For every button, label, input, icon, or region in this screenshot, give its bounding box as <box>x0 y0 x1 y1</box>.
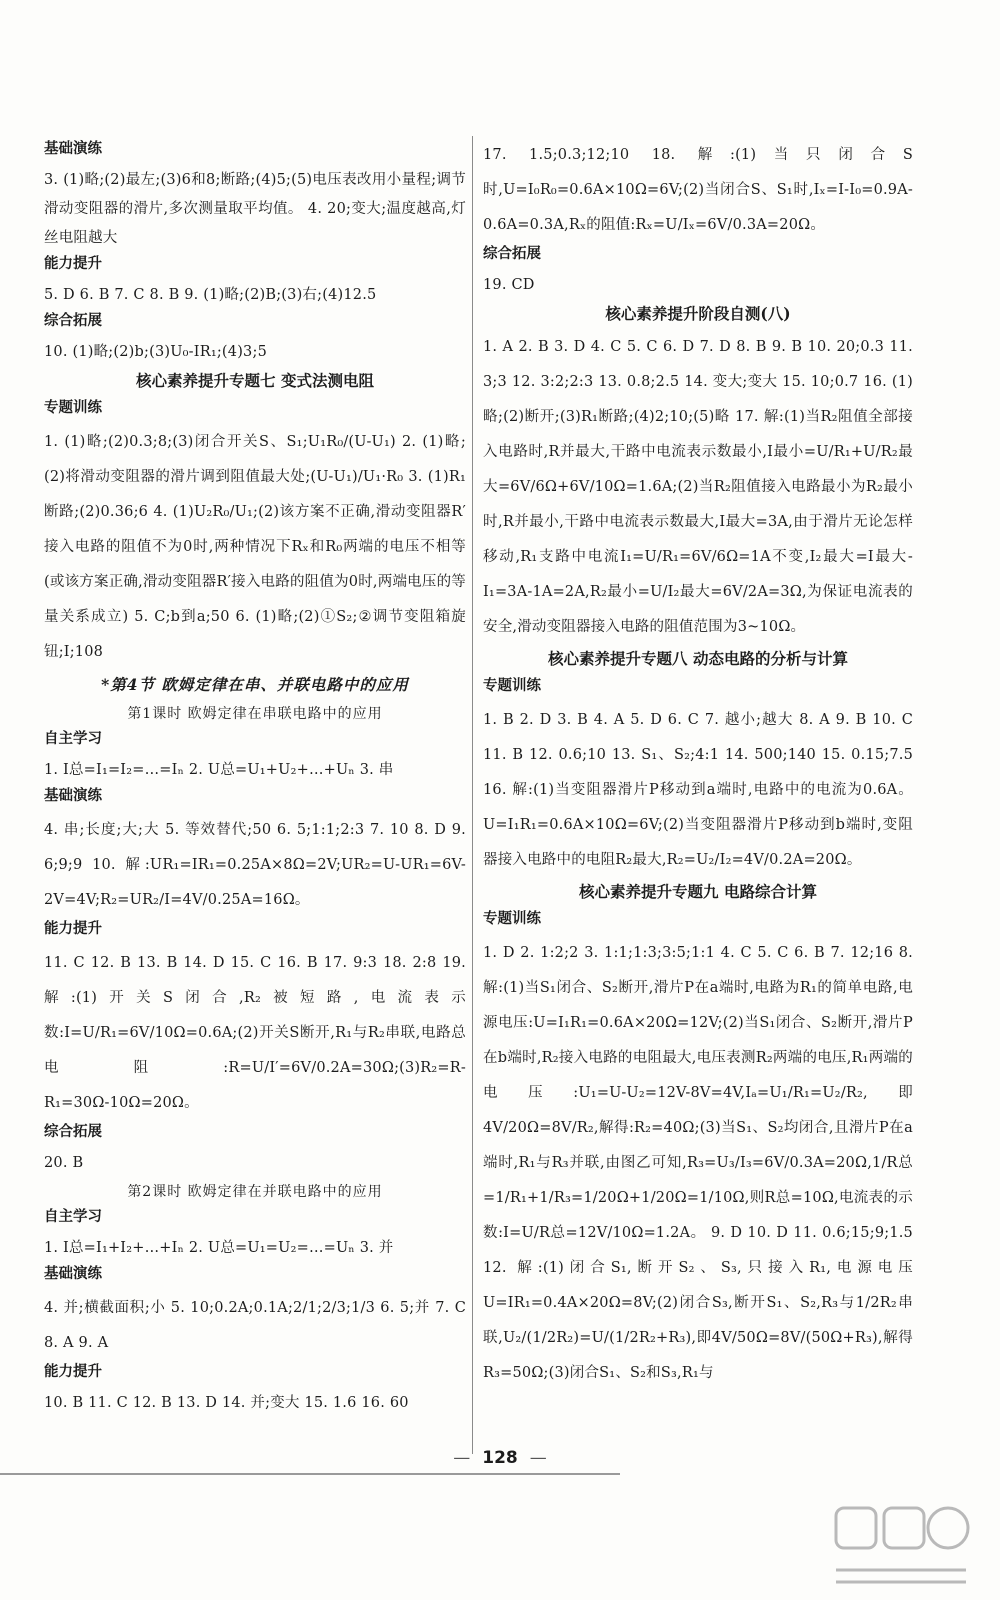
section-heading: 自主学习 <box>44 1209 102 1225</box>
answer-text: 1. I总=I₁=I₂=…=Iₙ 2. U总=U₁+U₂+…+Uₙ 3. 串 <box>44 762 394 778</box>
page-number-dash-right: — <box>529 1448 547 1468</box>
page-number-value: 128 <box>482 1448 518 1468</box>
section-heading: 综合拓展 <box>44 1124 102 1140</box>
topic-title: 核心素养提升专题七 变式法测电阻 <box>136 371 374 390</box>
answer-text: 1. A 2. B 3. D 4. C 5. C 6. D 7. D 8. B 9. B 10. 20;0.3 11. 3;3 12. 3:2;2:3 13. 0.8;2.5 14. 变大;变大 15. 10;0.7 16. (1)略;(2)断开;(3)R₁断路;(4)2;10;(5)略 17. 解:(1)当R₂阻值全部接入电路时,R并最大,干路中电流表示数最小,I最小=U/R₁+U/R₂最大=6V/6Ω+6V/10Ω=1.6A;(2)当R₂阻值接入电路最小为R₂最小时,R并最小,干路中电流表示数最大,I最大=3A,由于滑片无论怎样移动,R₁支路中电流I₁=U/R₁=6V/6Ω=1A不变,I₂最大=I最大-I₁=3A-1A=2A,R₂最小=U/I₂最大=6V/2A=3Ω,为保证电流表的安全,滑动变阻器接入电路的阻值范围为3~10Ω。 <box>483 339 913 635</box>
answer-text: 4. 并;横截面积;小 5. 10;0.2A;0.1A;2/1;2/3;1/3 6. 5;并 7. C 8. A 9. A <box>44 1300 466 1351</box>
answer-text: 17. 1.5;0.3;12;10 18. 解:(1)当只闭合S时,U=I₀R₀=0.6A×10Ω=6V;(2)当闭合S、S₁时,Iₓ=I-I₀=0.9A-0.6A=0.3A,Rₓ的阻值:Rₓ=U/Iₓ=6V/0.3A=20Ω。 <box>483 147 913 233</box>
section-heading: 综合拓展 <box>483 246 541 262</box>
topic-title: 核心素养提升阶段自测(八) <box>605 304 791 323</box>
answer-text: 19. CD <box>483 277 535 293</box>
section-heading: 基础演练 <box>44 1266 102 1282</box>
page-number <box>0 1448 1000 1468</box>
section-heading: 专题训练 <box>44 400 102 416</box>
column-divider <box>472 136 473 1454</box>
answer-text: 1. (1)略;(2)0.3;8;(3)闭合开关S、S₁;U₁R₀/(U-U₁) 2. (1)略;(2)将滑动变阻器的滑片调到阻值最大处;(U-U₁)/U₁·R₀ 3. (1)R₁断路;(2)0.36;6 4. (1)U₂R₀/U₁;(2)该方案不正确,滑动变阻器R′接入电路的阻值不为0时,两种情况下Rₓ和R₀两端的电压不相等(或该方案正确,滑动变阻器R′接入电路的阻值为0时,两端电压的等量关系成立) 5. C;b到a;50 6. (1)略;(2)①S₂;②调节变阻箱旋钮;I;108 <box>44 434 466 660</box>
left-column <box>44 138 466 1418</box>
answer-text: 4. 串;长度;大;大 5. 等效替代;50 6. 5;1:1;2:3 7. 10 8. D 9. 6;9;9 10. 解:UR₁=IR₁=0.25A×8Ω=2V;UR₂=U-UR₁=6V-2V=4V;R₂=UR₂/I=4V/0.25A=16Ω。 <box>44 822 466 908</box>
lesson-title: 第2课时 欧姆定律在并联电路中的应用 <box>127 1184 383 1200</box>
topic-title: 核心素养提升专题九 电路综合计算 <box>579 882 817 901</box>
section-heading: 专题训练 <box>483 911 541 927</box>
section-heading: 能力提升 <box>44 256 102 272</box>
section-heading: 基础演练 <box>44 788 102 804</box>
section-heading: 综合拓展 <box>44 313 102 329</box>
answer-text: 10. (1)略;(2)b;(3)U₀-IR₁;(4)3;5 <box>44 344 267 360</box>
answer-text: 20. B <box>44 1155 84 1171</box>
answer-text: 10. B 11. C 12. B 13. D 14. 并;变大 15. 1.6 16. 60 <box>44 1395 409 1411</box>
right-column <box>483 138 913 1391</box>
answer-text: 5. D 6. B 7. C 8. B 9. (1)略;(2)B;(3)右;(4)12.5 <box>44 287 377 303</box>
footer-rule <box>0 1473 620 1475</box>
section-heading: 能力提升 <box>44 1364 102 1380</box>
answer-text: 3. (1)略;(2)最左;(3)6和8;断路;(4)5;(5)电压表改用小量程;调节滑动变阻器的滑片,多次测量取平均值。 4. 20;变大;温度越高,灯丝电阻越大 <box>44 172 466 246</box>
answer-text: 1. D 2. 1:2;2 3. 1:1;1:3;3:5;1:1 4. C 5. C 6. B 7. 12;16 8. 解:(1)当S₁闭合、S₂断开,滑片P在a端时,电路为R₁的简单电路,电源电压:U=I₁R₁=0.6A×20Ω=12V;(2)当S₁闭合、S₂断开,滑片P在b端时,R₂接入电路的电阻最大,电压表测R₂两端的电压,R₁两端的电压:U₁=U-U₂=12V-8V=4V,Iₐ=U₁/R₁=U₂/R₂,即4V/20Ω=8V/R₂,解得:R₂=40Ω;(3)当S₁、S₂均闭合,且滑片P在a端时,R₁与R₃并联,由图乙可知,R₃=U₃/I₃=6V/0.3A=20Ω,1/R总=1/R₁+1/R₃=1/20Ω+1/20Ω=1/10Ω,则R总=10Ω,电流表的示数:I=U/R总=12V/10Ω=1.2A。 9. D 10. D 11. 0.6;15;9;1.5 12. 解:(1)闭合S₁,断开S₂、S₃,只接入R₁,电源电压U=IR₁=0.4A×20Ω=8V;(2)闭合S₃,断开S₁、S₂,R₃与1/2R₂串联,U₂/(1/2R₂)=U/(1/2R₂+R₃),即4V/50Ω=8V/(50Ω+R₃),解得R₃=50Ω;(3)闭合S₁、S₂和S₃,R₁与 <box>483 945 913 1381</box>
watermark-logo <box>826 1500 976 1590</box>
section-heading: 能力提升 <box>44 921 102 937</box>
answer-text: 1. I总=I₁+I₂+…+Iₙ 2. U总=U₁=U₂=…=Uₙ 3. 并 <box>44 1240 394 1256</box>
lesson-title: 第1课时 欧姆定律在串联电路中的应用 <box>127 706 383 722</box>
answer-text: 11. C 12. B 13. B 14. D 15. C 16. B 17. 9:3 18. 2:8 19. 解:(1)开关S闭合,R₂被短路,电流表示数:I=U/R₁=6V/10Ω=0.6A;(2)开关S断开,R₁与R₂串联,电路总电阻:R=U/I′=6V/0.2A=30Ω;(3)R₂=R-R₁=30Ω-10Ω=20Ω。 <box>44 955 466 1111</box>
topic-title: 核心素养提升专题八 动态电路的分析与计算 <box>548 649 848 668</box>
section-heading: 自主学习 <box>44 731 102 747</box>
section-heading: 专题训练 <box>483 678 541 694</box>
chapter-section-title: *第4节 欧姆定律在串、并联电路中的应用 <box>101 675 409 694</box>
answer-text: 1. B 2. D 3. B 4. A 5. D 6. C 7. 越小;越大 8. A 9. B 10. C 11. B 12. 0.6;10 13. S₁、S₂;4:1 14. 500;140 15. 0.15;7.5 16. 解:(1)当变阻器滑片P移动到a端时,电路中的电流为0.6A。U=I₁R₁=0.6A×10Ω=6V;(2)当变阻器滑片P移动到b端时,变阻器接入电路中的电阻R₂最大,R₂=U₂/I₂=4V/0.2A=20Ω。 <box>483 712 913 868</box>
section-heading: 基础演练 <box>44 141 102 157</box>
page-number-dash-left: — <box>453 1448 471 1468</box>
